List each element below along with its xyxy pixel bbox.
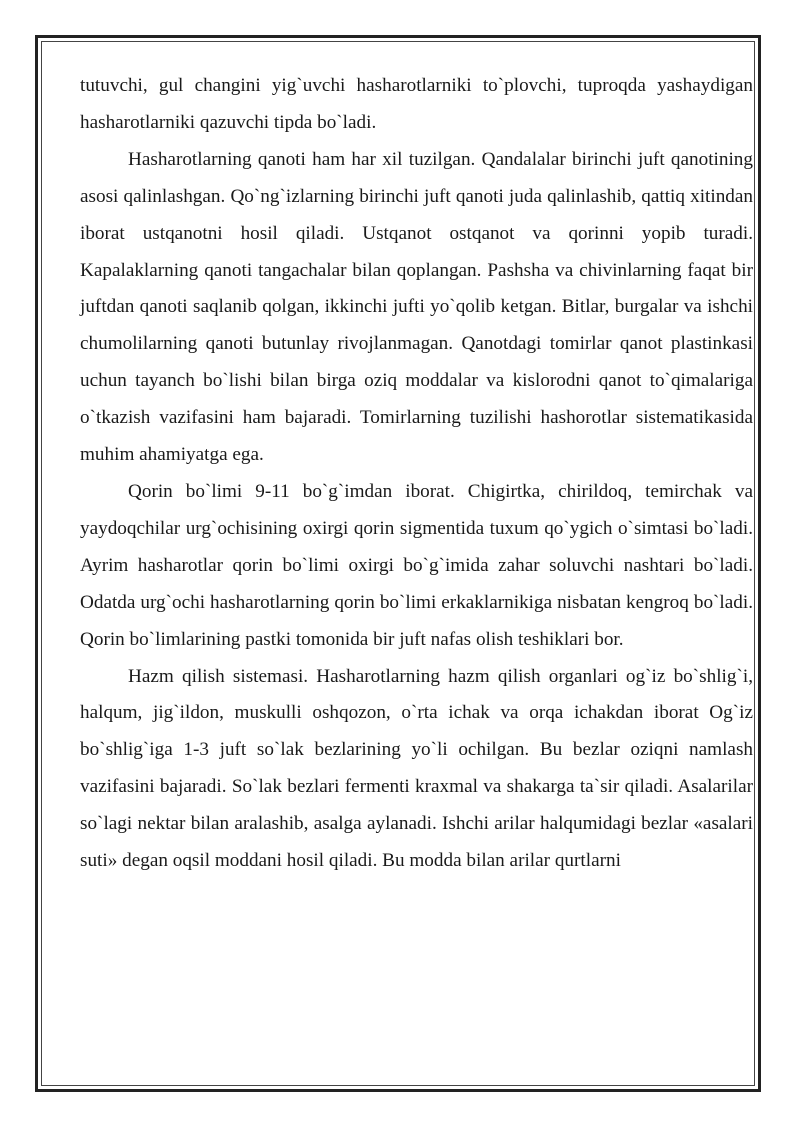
paragraph-digestive-system: Hazm qilish sistemasi. Hasharotlarning hazm qilish organlari og`iz bo`shlig`i, halqum, jig`ildon, muskulli oshqozon, o`rta ichak va orqa ichakdan iborat Og`iz bo`shlig`iga 1-3 juft so`lak bezlarining yo`li ochilgan. Bu bezlar oziqni namlash vazifasini bajaradi. So`lak bezlari fermenti kraxmal va shakarga ta`sir qiladi. Asalarilar so`lagi nektar bilan aralashib, asalga aylanadi. Ishchi arilar halqumidagi bezlar «asalari suti» degan oqsil moddani hosil qiladi. Bu modda bilan arilar qurtlarni bbox=[80, 665, 753, 872]
paragraph-wings: Hasharotlarning qanoti ham har xil tuzilgan. Qandalalar birinchi juft qanotining asosi qalinlashgan. Qo`ng`izlarning birinchi juft qanoti juda qalinlashib, qattiq xitindan iborat ustqanotni hosil qiladi. Ustqanot ostqanot va qorinni yopib turadi. Kapalaklarning qanoti tangachalar bilan qoplangan. Pashsha va chivinlarning faqat bir juftdan qanoti saqlanib qolgan, ikkinchi jufti yo`qolib ketgan. Bitlar, burgalar va ishchi chumolilarning qanoti butunlay rivojlanmagan. Qanotdagi tomirlar qanot plastinkasi uchun tayanch bo`lishi bilan birga oziq moddalar va kislorodni qanot to`qimalariga o`tkazish vazifasini ham bajaradi. Tomirlarning tuzilishi hashorotlar sistematikasida muhim ahamiyatga ega. bbox=[80, 148, 753, 466]
paragraph-abdomen: Qorin bo`limi 9-11 bo`g`imdan iborat. Chigirtka, chirildoq, temirchak va yaydoqchilar urg`ochisining oxirgi qorin sigmentida tuxum qo`ygich o`simtasi bo`ladi. Ayrim hasharotlar qorin bo`limi oxirgi bo`g`imida zahar soluvchi nashtari bo`ladi. Odatda urg`ochi hasharotlarning qorin bo`limi erkaklarnikiga nisbatan kengroq bo`ladi. Qorin bo`limlarining pastki tomonida bir juft nafas olish teshiklari bor. bbox=[80, 480, 753, 650]
paragraph-continuation: tutuvchi, gul changini yig`uvchi hasharotlarniki to`plovchi, tuproqda yashaydigan hasharotlarniki qazuvchi tipda bo`ladi. bbox=[80, 75, 753, 133]
document-body bbox=[80, 68, 753, 880]
